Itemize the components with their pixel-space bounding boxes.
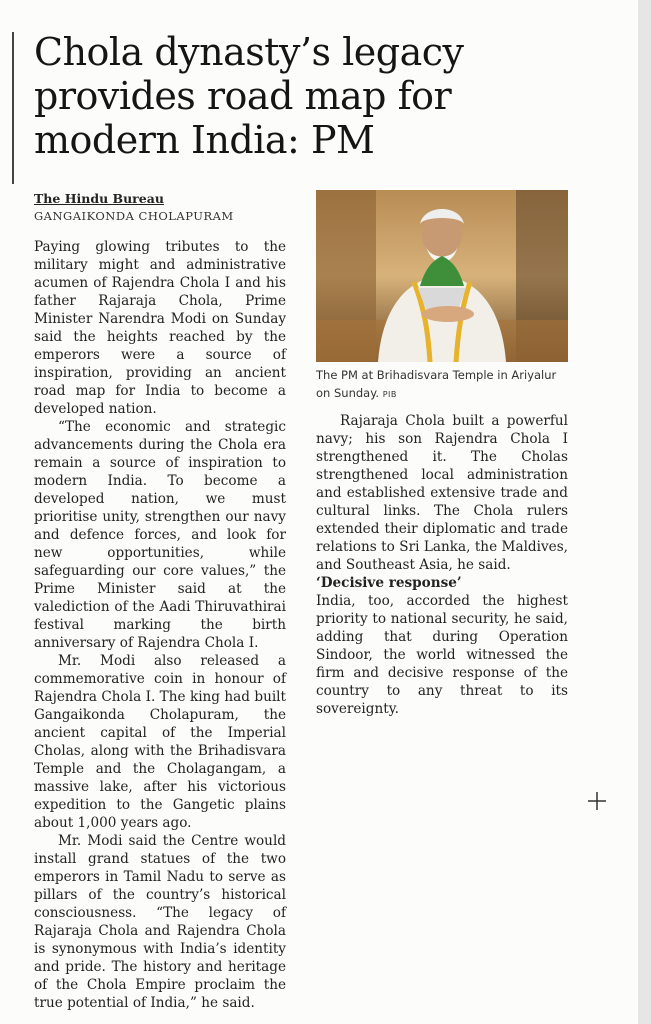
photo-caption [316,366,568,404]
news-photo [316,190,568,362]
caption-text: The PM at Brihadisvara Temple in Ariyalur on Sunday. [316,368,557,400]
plus-icon[interactable] [586,790,608,812]
paragraph-2: “The economic and strategic advancements during the Chola era remain a source of inspiration to modern India. To become a developed nation, we must prioritise unity, strengthen our navy and defence forces, and look for new opportunities, while safeguarding our core values,” the Prime Minister said at the valediction of the Aadi Thiruvathirai festival marking the birth anniversary of Rajendra Chola I. [34,419,286,651]
dateline: GANGAIKONDA CHOLAPURAM [34,209,234,223]
subhead: ‘Decisive response’ [316,575,462,591]
paragraph-5: Rajaraja Chola built a powerful navy; his son Rajendra Chola I strengthened it. The Cholas strengthened local administration and established extensive trade and cultural links. The Chola rulers extended their diplomatic and trade relations to Sri Lanka, the Maldives, and Southeast Asia, he said. [316,413,568,573]
paragraph-1: Paying glowing tributes to the military might and administrative acumen of Rajendra Chola I and his father Rajaraja Chola, Prime Minister Narendra Modi on Sunday said the heights reached by the emperors were a source of inspiration, providing an ancient road map for India to become a developed nation. [34,239,286,417]
paragraph-3: Mr. Modi also released a commemorative coin in honour of Rajendra Chola I. The king had built Gangaikonda Cholapuram, the ancient capital of the Imperial Cholas, along with the Brihadisvara Temple and the Cholagangam, a massive lake, after his victorious expedition to the Gangetic plains about 1,000 years ago. [34,653,286,831]
byline: The Hindu Bureau [34,191,164,206]
page-edge [638,0,651,1024]
photo-credit: PIB [382,390,397,399]
paragraph-6: India, too, accorded the highest priority to national security, he said, adding that during Operation Sindoor, the world witnessed the firm and decisive response of the country to any threat to its sovereignty. [316,593,568,717]
photo-illustration [316,190,568,362]
column-right [316,412,568,718]
column-left [34,238,286,1012]
paragraph-4: Mr. Modi said the Centre would install grand statues of the two emperors in Tamil Nadu to serve as pillars of the country’s historical consciousness. “The legacy of Rajaraja Chola and Rajendra Chola is synonymous with India’s identity and pride. The history and heritage of the Chola Empire proclaim the true potential of India,” he said. [34,833,286,1011]
headline-rule [12,32,14,184]
headline: Chola dynasty’s legacy provides road map for modern India: PM [34,30,464,162]
